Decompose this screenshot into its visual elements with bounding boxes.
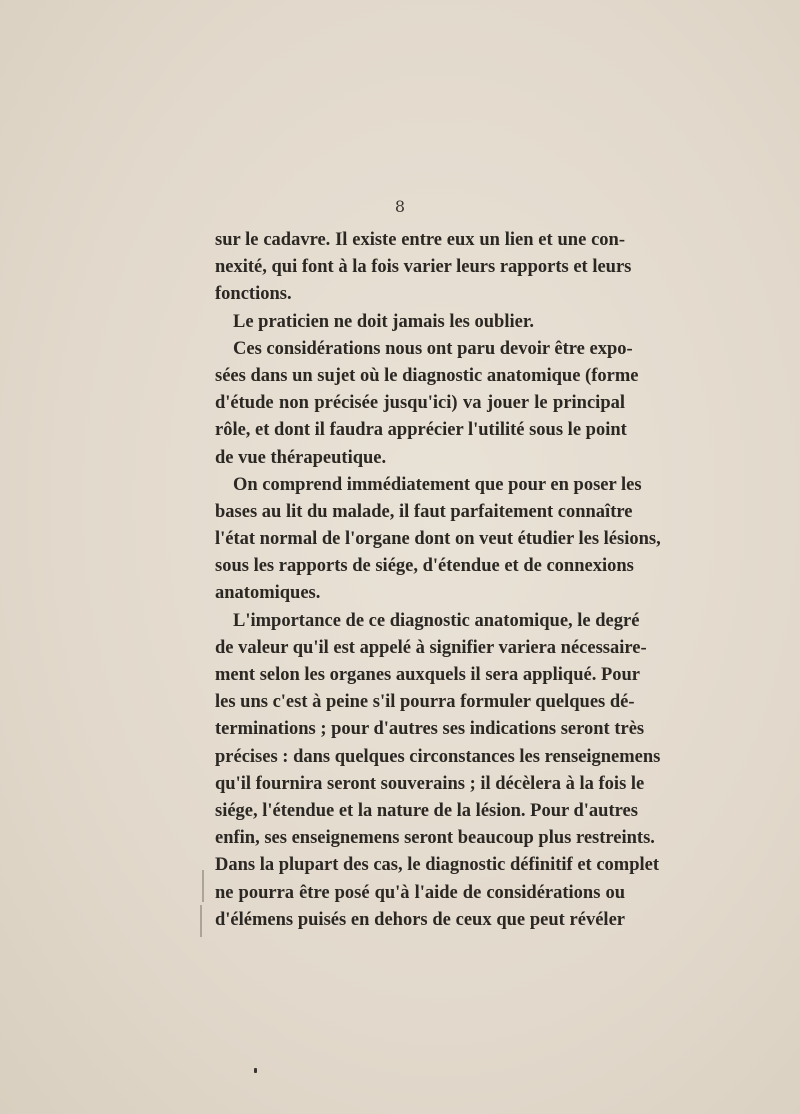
text-line: terminations ; pour d'autres ses indications seront très bbox=[215, 719, 645, 740]
text-line: d'élémens puisés en dehors de ceux que peut révéler bbox=[215, 909, 625, 930]
body-text bbox=[215, 227, 661, 934]
text-line: sous les rapports de siége, d'étendue et de connexions bbox=[215, 556, 634, 577]
text-line: On comprend immédiatement que pour en poser les bbox=[233, 474, 642, 495]
text-line: ne pourra être posé qu'à l'aide de considérations ou bbox=[215, 882, 625, 903]
text-line: de vue thérapeutique. bbox=[215, 447, 387, 468]
margin-pencil-mark bbox=[202, 870, 204, 902]
text-line: l'état normal de l'organe dont on veut étudier les lésions, bbox=[215, 529, 661, 550]
text-line: d'étude non précisée jusqu'ici) va jouer le principal bbox=[215, 393, 625, 414]
text-line: les uns c'est à peine s'il pourra formuler quelques dé- bbox=[215, 692, 635, 713]
text-line: ment selon les organes auxquels il sera appliqué. Pour bbox=[215, 665, 641, 685]
text-line: sées dans un sujet où le diagnostic anatomique (forme bbox=[215, 365, 639, 386]
text-line: précises : dans quelques circonstances les renseignemens bbox=[215, 746, 661, 767]
text-line: de valeur qu'il est appelé à signifier variera nécessaire- bbox=[215, 637, 647, 658]
text-line: Dans la plupart des cas, le diagnostic définitif et complet bbox=[215, 855, 659, 876]
text-line: L'importance de ce diagnostic anatomique, le degré bbox=[233, 610, 640, 631]
text-line: anatomiques. bbox=[215, 583, 321, 604]
page-number: 8 bbox=[394, 197, 406, 216]
text-line: Ces considérations nous ont paru devoir être expo- bbox=[233, 338, 633, 359]
text-line: bases au lit du malade, il faut parfaitement connaître bbox=[215, 501, 633, 522]
text-line: fonctions. bbox=[215, 284, 292, 305]
text-line: sur le cadavre. Il existe entre eux un lien et une con- bbox=[215, 230, 625, 250]
text-line: rôle, et dont il faudra apprécier l'utilité sous le point bbox=[215, 420, 627, 441]
margin-pencil-mark bbox=[200, 905, 202, 937]
text-line: enfin, ses enseignemens seront beaucoup plus restreints. bbox=[215, 828, 655, 849]
text-line: Le praticien ne doit jamais les oublier. bbox=[233, 311, 534, 332]
ink-speck bbox=[254, 1068, 257, 1073]
text-line: qu'il fournira seront souverains ; il décèlera à la fois le bbox=[215, 773, 645, 794]
text-line: siége, l'étendue et la nature de la lésion. Pour d'autres bbox=[215, 800, 638, 821]
text-line: nexité, qui font à la fois varier leurs rapports et leurs bbox=[215, 257, 632, 278]
